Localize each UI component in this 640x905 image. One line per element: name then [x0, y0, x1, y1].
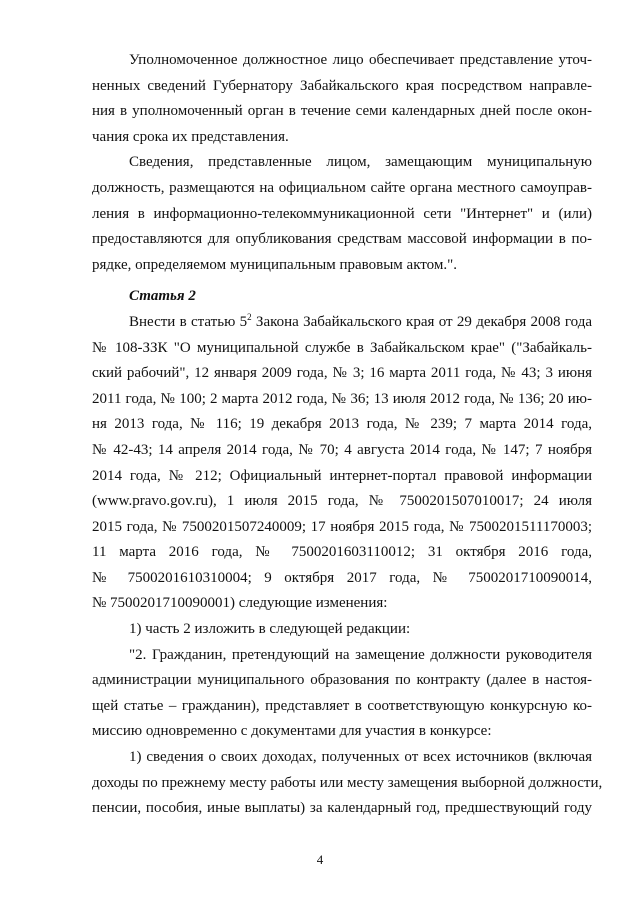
text-line: "2. Гражданин, претендующий на замещение должности руководителя	[129, 646, 592, 663]
text-line: пенсии, пособия, иные выплаты) за календарный год, предшествующий году	[92, 800, 592, 817]
text-line: администрации муниципального образования по контракту (далее в настоя-	[92, 672, 592, 689]
text-line: № 7500201710090001) следующие изменения:	[92, 595, 388, 612]
text-line: чания срока их представления.	[92, 128, 289, 145]
article-first-line	[92, 310, 592, 336]
article-first-line-suffix: Закона Забайкальского края от 29 декабря 2008 года	[251, 313, 593, 330]
article-superscript: 2	[247, 311, 252, 322]
paragraph-1	[92, 48, 592, 150]
text-line: Уполномоченное должностное лицо обеспечивает представление уточ-	[129, 52, 592, 68]
text-line: 2014 года, № 212; Официальный интернет-портал правовой информации	[92, 467, 592, 484]
text-line: № 7500201610310004; 9 октября 2017 года, № 7500201710090014,	[92, 569, 592, 586]
article-heading: Статья 2	[129, 288, 196, 305]
document-body	[92, 48, 603, 822]
text-line: ления в информационно-телекоммуникационной сети "Интернет" и (или)	[92, 205, 592, 222]
text-line: ня 2013 года, № 116; 19 декабря 2013 года, № 239; 7 марта 2014 года,	[92, 416, 592, 433]
paragraph-4	[92, 643, 592, 745]
text-line: 2011 года, № 100; 2 марта 2012 года, № 36; 13 июля 2012 года, № 136; 20 ию-	[92, 390, 592, 407]
text-line: рядке, определяемом муниципальным правовым актом.".	[92, 256, 457, 273]
text-line: (www.pravo.gov.ru), 1 июля 2015 года, № 7500201507010017; 24 июля	[92, 493, 592, 510]
text-line: предоставляются для опубликования средствам массовой информации в по-	[92, 231, 592, 248]
text-line: ский рабочий", 12 января 2009 года, № 3; 16 марта 2011 года, № 43; 3 июня	[92, 365, 592, 382]
item-1	[92, 617, 592, 643]
paragraph-5	[92, 745, 603, 822]
text-line: 1) часть 2 изложить в следующей редакции:	[129, 621, 411, 638]
article-first-line-prefix: Внести в статью 5	[129, 313, 248, 330]
text-line: щей статье – гражданин), представляет в соответствующую конкурсную ко-	[92, 697, 592, 714]
text-line: № 108-ЗЗК "О муниципальной службе в Забайкальском крае" ("Забайкаль-	[92, 339, 592, 356]
text-line: ния в уполномоченный орган в течение семи календарных дней после окон-	[92, 103, 592, 120]
paragraph-2	[92, 150, 592, 278]
paragraph-3	[92, 310, 592, 617]
text-line: Сведения, представленные лицом, замещающим муниципальную	[129, 154, 592, 171]
page-number: 4	[316, 852, 324, 867]
text-line: № 42-43; 14 апреля 2014 года, № 70; 4 августа 2014 года, № 147; 7 ноября	[92, 441, 592, 458]
text-line: 11 марта 2016 года, № 7500201603110012; 31 октября 2016 года,	[92, 544, 592, 561]
text-line: ненных сведений Губернатору Забайкальского края посредством направле-	[92, 77, 592, 94]
text-line: 2015 года, № 7500201507240009; 17 ноября 2015 года, № 7500201511170003;	[92, 518, 592, 535]
text-line: доходы по прежнему месту работы или месту замещения выборной должности,	[92, 774, 603, 791]
text-line: миссию одновременно с документами для участия в конкурсе:	[92, 723, 492, 740]
text-line: должность, размещаются на официальном сайте органа местного самоуправ-	[92, 179, 592, 196]
text-line: 1) сведения о своих доходах, полученных от всех источников (включая	[129, 749, 592, 766]
